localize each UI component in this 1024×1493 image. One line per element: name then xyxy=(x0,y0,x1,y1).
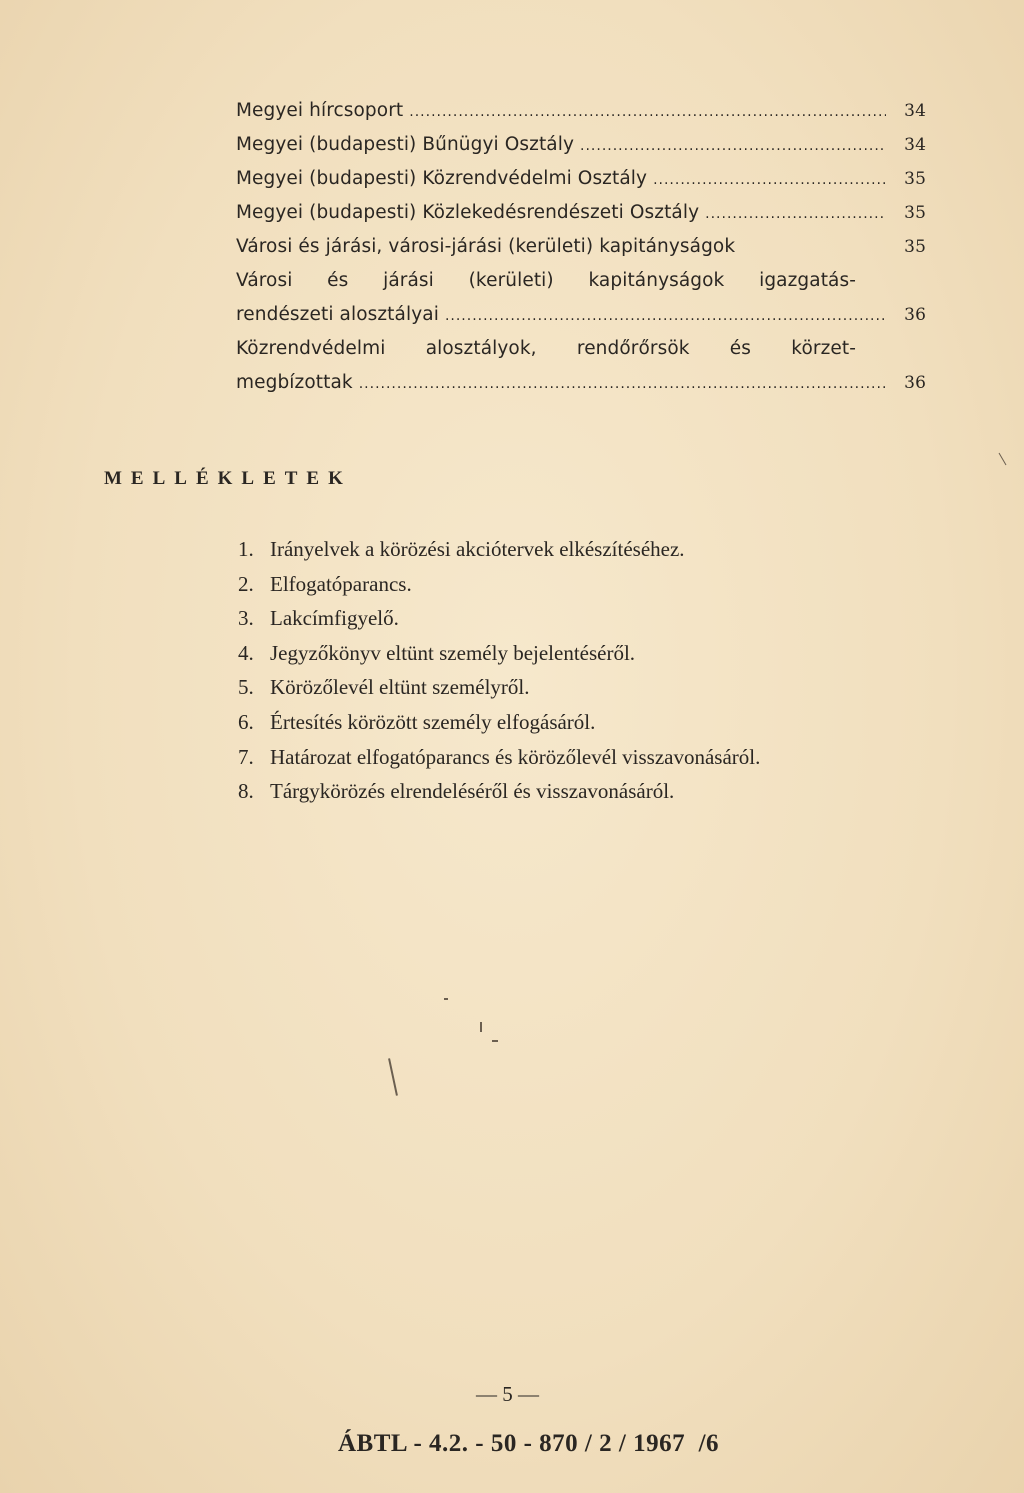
list-item xyxy=(238,601,958,636)
list-item-number: 6. xyxy=(238,709,254,734)
list-item-number: 3. xyxy=(238,606,254,631)
toc-entry-page: 35 xyxy=(904,169,926,189)
list-item-number: 1. xyxy=(238,537,254,561)
toc-leader-dots xyxy=(580,129,886,163)
list-item-number: 2. xyxy=(238,571,254,596)
toc-leader-dots xyxy=(409,95,886,129)
toc-leader-dots xyxy=(653,163,886,197)
list-item-text: Értesítés körözött személy elfogásáról. xyxy=(270,709,596,734)
scan-speck xyxy=(480,1022,482,1032)
list-item-text: Körözőlevél eltünt személyről. xyxy=(270,675,530,700)
toc-entry-page: 36 xyxy=(904,373,926,393)
list-item-text: Tárgykörözés elrendeléséről és visszavonásáról. xyxy=(270,779,675,804)
toc-entry-page: 36 xyxy=(904,305,926,325)
list-item xyxy=(238,636,958,671)
list-item xyxy=(238,567,958,602)
list-item-number: 5. xyxy=(238,675,254,700)
toc-entry-label: megbízottak xyxy=(236,372,353,393)
toc-entry-label: rendészeti alosztályai xyxy=(236,304,439,325)
toc-entry-label: Megyei (budapesti) Bűnügyi Osztály xyxy=(236,134,575,155)
toc-entry xyxy=(236,162,926,196)
list-item xyxy=(238,740,958,775)
list-item xyxy=(238,705,958,740)
toc-leader-dots xyxy=(705,197,886,231)
list-item xyxy=(238,670,958,705)
toc-entry xyxy=(236,196,926,230)
toc-entry-page: 35 xyxy=(904,237,926,257)
appendix-list xyxy=(238,532,958,809)
toc-entry-label: Városi és járási, városi-járási (kerületi) kapitányságok xyxy=(236,236,736,257)
toc-entry xyxy=(236,298,926,332)
appendix-heading: MELLÉKLETEK xyxy=(104,468,352,489)
list-item-number: 8. xyxy=(238,779,254,804)
toc-entry-page: 35 xyxy=(904,203,926,223)
scan-speck xyxy=(999,453,1007,466)
toc-leader-dots xyxy=(445,299,886,333)
toc-entry-page: 34 xyxy=(904,101,926,121)
toc-entry-first-line: Városi és járási (kerületi) kapitányságok igazgatás- xyxy=(236,270,856,291)
toc-entry-continued xyxy=(236,332,926,366)
archive-reference: ÁBTL - 4.2. - 50 - 870 / 2 / 1967 /6 xyxy=(338,1430,720,1457)
list-item xyxy=(238,532,958,567)
toc-entry xyxy=(236,128,926,162)
table-of-contents xyxy=(236,94,926,400)
toc-entry-first-line: Közrendvédelmi alosztályok, rendőrőrsök és körzet- xyxy=(236,338,856,359)
list-item-text: Irányelvek a körözési akciótervek elkészítéséhez. xyxy=(270,537,685,561)
scan-speck xyxy=(388,1058,398,1096)
toc-entry-continued xyxy=(236,264,926,298)
scan-speck xyxy=(492,1040,498,1042)
page-number: — 5 — xyxy=(476,1382,539,1406)
scan-speck xyxy=(444,998,448,1000)
list-item-text: Elfogatóparancs. xyxy=(270,571,412,596)
toc-entry-label: Megyei (budapesti) Közrendvédelmi Osztály xyxy=(236,168,648,189)
list-item-text: Jegyzőkönyv eltünt személy bejelentéséről. xyxy=(270,640,636,665)
list-item-text: Határozat elfogatóparancs és körözőlevél visszavonásáról. xyxy=(270,744,761,769)
toc-leader-dots xyxy=(359,367,886,401)
toc-entry-page: 34 xyxy=(904,135,926,155)
toc-entry xyxy=(236,230,926,264)
toc-entry xyxy=(236,366,926,400)
toc-entry-label: Megyei hírcsoport xyxy=(236,100,404,121)
list-item-text: Lakcímfigyelő. xyxy=(270,606,399,631)
toc-entry xyxy=(236,94,926,128)
list-item-number: 4. xyxy=(238,640,254,665)
toc-entry-label: Megyei (budapesti) Közlekedésrendészeti Osztály xyxy=(236,202,700,223)
list-item-number: 7. xyxy=(238,744,254,769)
list-item xyxy=(238,774,958,809)
